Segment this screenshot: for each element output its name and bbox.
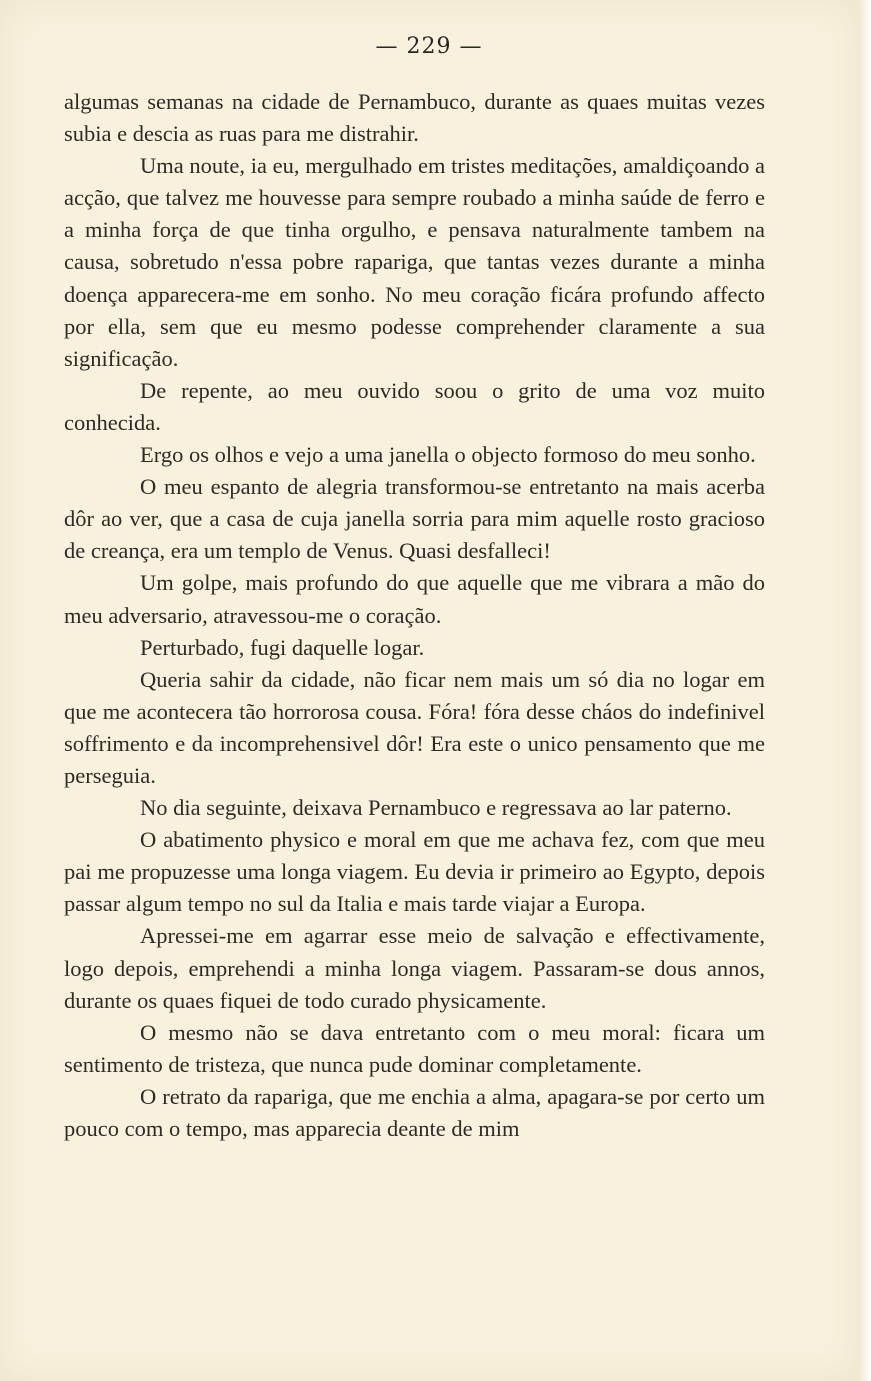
- page-edge: [858, 0, 871, 1381]
- paragraph-10: O abatimento physico e moral em que me achava fez, com que meu pai me propuzesse uma longa viagem. Eu devia ir primeiro ao Egypto, depois passar algum tempo no sul da Italia e mais tarde viajar a Europa.: [64, 827, 765, 917]
- paragraph-13: O retrato da rapariga, que me enchia a alma, apagara-se por certo um pouco com o tempo, mas apparecia deante de mim: [64, 1083, 765, 1141]
- paragraph-4: Ergo os olhos e vejo a uma janella o objecto formoso do meu sonho.: [140, 442, 756, 468]
- paragraph-5: O meu espanto de alegria transformou-se entretanto na mais acerba dôr ao ver, que a casa de cuja janella sorria para mim aquelle rosto gracioso de creança, era um templo de Venus. Quasi desfalleci!: [64, 474, 765, 564]
- paragraph-2: Uma noute, ia eu, mergulhado em tristes meditações, amaldiçoando a acção, que talvez me houvesse para sempre roubado a minha saúde de ferro e a minha força de que tinha orgulho, e pensava naturalmente tambem na causa, sobretudo n'essa pobre rapariga, que tantas vezes durante a minha doença apparecera-me em sonho. No meu coração ficára profundo affecto por ella, sem que eu mesmo podesse comprehender claramente a sua significação.: [64, 153, 765, 371]
- page-number: — 229 —: [375, 34, 483, 59]
- paragraph-6: Um golpe, mais profundo do que aquelle que me vibrara a mão do meu adversario, atravessou-me o coração.: [64, 570, 765, 628]
- body-text: [64, 86, 765, 1145]
- paragraph-7: Perturbado, fugi daquelle logar.: [140, 634, 425, 660]
- paragraph-1: algumas semanas na cidade de Pernambuco, durante as quaes muitas vezes subia e descia as ruas para me distrahir.: [64, 89, 765, 147]
- paragraph-11: Apressei-me em agarrar esse meio de salvação e effectivamente, logo depois, emprehendi a minha longa viagem. Passaram-se dous annos, durante os quaes fiquei de todo curado physicamente.: [64, 923, 765, 1013]
- paragraph-12: O mesmo não se dava entretanto com o meu moral: ficara um sentimento de tristeza, que nunca pude dominar completamente.: [64, 1019, 765, 1077]
- paragraph-9: No dia seguinte, deixava Pernambuco e regressava ao lar paterno.: [140, 795, 732, 821]
- paragraph-3: De repente, ao meu ouvido soou o grito de uma voz muito conhecida.: [64, 377, 765, 435]
- paragraph-8: Queria sahir da cidade, não ficar nem mais um só dia no logar em que me acontecera tão horrorosa cousa. Fóra! fóra desse cháos do indefinivel soffrimento e da incomprehensivel dôr! Era este o unico pensamento que me perseguia.: [64, 666, 765, 788]
